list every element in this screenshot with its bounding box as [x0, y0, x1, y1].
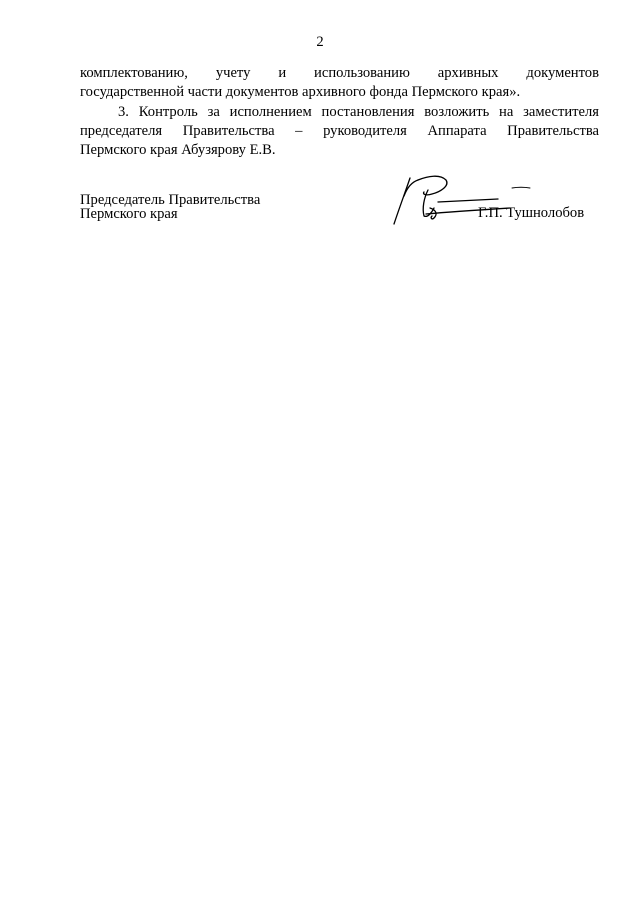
paragraph-line-5: Пермского края Абузярову Е.В.: [80, 142, 276, 158]
paragraph-line-4: председателя Правительства – руководителя Аппарата Правительства: [80, 123, 599, 139]
page-number: 2: [316, 34, 324, 50]
paragraph-line-2: государственной части документов архивного фонда Пермского края».: [80, 84, 521, 100]
signatory-position-line-2: Пермского края: [80, 206, 178, 222]
handwritten-signature: [388, 168, 548, 230]
paragraph-line-3: 3. Контроль за исполнением постановления возложить на заместителя: [118, 104, 599, 120]
signatory-position-line-1: Председатель Правительства: [80, 192, 261, 208]
paragraph-line-1: комплектованию, учету и использованию архивных документов: [80, 65, 599, 81]
signatory-name: Г.П. Тушнолобов: [478, 205, 585, 221]
